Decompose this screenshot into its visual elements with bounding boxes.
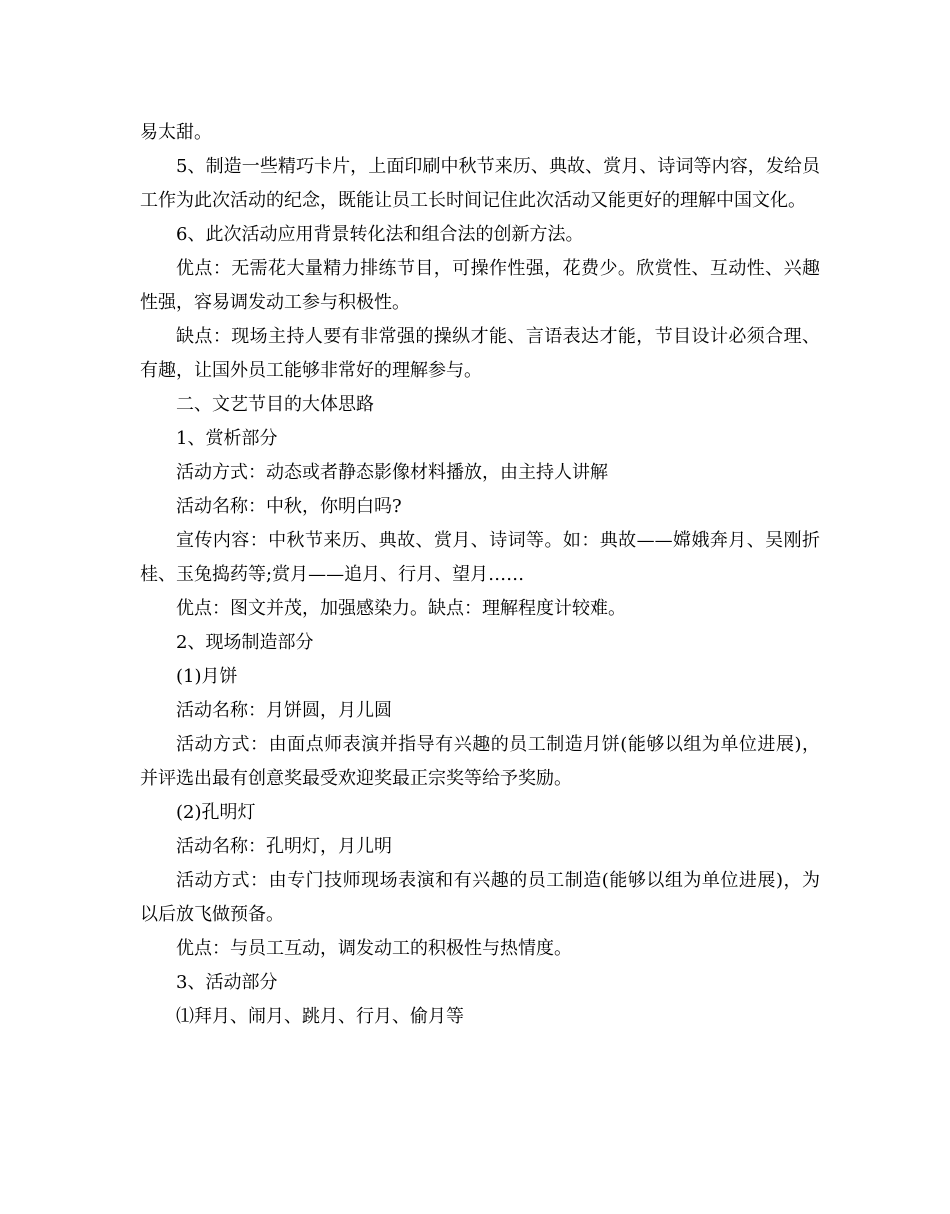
paragraph-item-5-cards: 5、制造一些精巧卡片，上面印刷中秋节来历、典故、赏月、诗词等内容，发给员工作为此次活动的纪念，既能让员工长时间记住此次活动又能更好的理解中国文化。 bbox=[140, 156, 820, 211]
subheading-mooncake: (1)月饼 bbox=[176, 666, 238, 687]
paragraph-lantern-method: 活动方式：由专门技师现场表演和有兴趣的员工制造(能够以组为单位进展)，为以后放飞做预备。 bbox=[140, 870, 820, 925]
paragraph-continuation: 易太甜。 bbox=[140, 122, 212, 143]
paragraph-promotion-content: 宣传内容：中秋节来历、典故、赏月、诗词等。如：典故——嫦娥奔月、吴刚折桂、玉兔捣药等;赏月——追月、行月、望月…… bbox=[140, 530, 820, 585]
subheading-kongming-lantern: (2)孔明灯 bbox=[176, 802, 256, 823]
paragraph-lantern-advantages: 优点：与员工互动，调发动工的积极性与热情度。 bbox=[176, 938, 572, 959]
paragraph-pros-cons: 优点：图文并茂，加强感染力。缺点：理解程度计较难。 bbox=[176, 598, 626, 619]
paragraph-mooncake-method: 活动方式：由面点师表演并指导有兴趣的员工制造月饼(能够以组为单位进展)，并评选出最有创意奖最受欢迎奖最正宗奖等给予奖励。 bbox=[140, 734, 820, 789]
paragraph-lantern-name: 活动名称：孔明灯，月儿明 bbox=[176, 836, 392, 857]
paragraph-item-6-method: 6、此次活动应用背景转化法和组合法的创新方法。 bbox=[176, 224, 584, 245]
paragraph-activity-name: 活动名称：中秋，你明白吗? bbox=[176, 496, 402, 517]
paragraph-activity-method: 活动方式：动态或者静态影像材料播放，由主持人讲解 bbox=[176, 462, 608, 483]
paragraph-mooncake-name: 活动名称：月饼圆，月儿圆 bbox=[176, 700, 392, 721]
document-page bbox=[140, 116, 820, 1034]
paragraph-disadvantages: 缺点：现场主持人要有非常强的操纵才能、言语表达才能，节目设计必须合理、有趣，让国外员工能够非常好的理解参与。 bbox=[140, 326, 820, 381]
subheading-onsite-making: 2、现场制造部分 bbox=[176, 632, 314, 653]
section-heading-program-ideas: 二、文艺节目的大体思路 bbox=[176, 394, 374, 415]
paragraph-advantages: 优点：无需花大量精力排练节目，可操作性强，花费少。欣赏性、互动性、兴趣性强，容易调发动工参与积极性。 bbox=[140, 258, 820, 313]
subheading-appreciation: 1、赏析部分 bbox=[176, 428, 278, 449]
paragraph-moon-activities: ⑴拜月、闹月、跳月、行月、偷月等 bbox=[176, 1006, 464, 1027]
subheading-activities: 3、活动部分 bbox=[176, 972, 278, 993]
